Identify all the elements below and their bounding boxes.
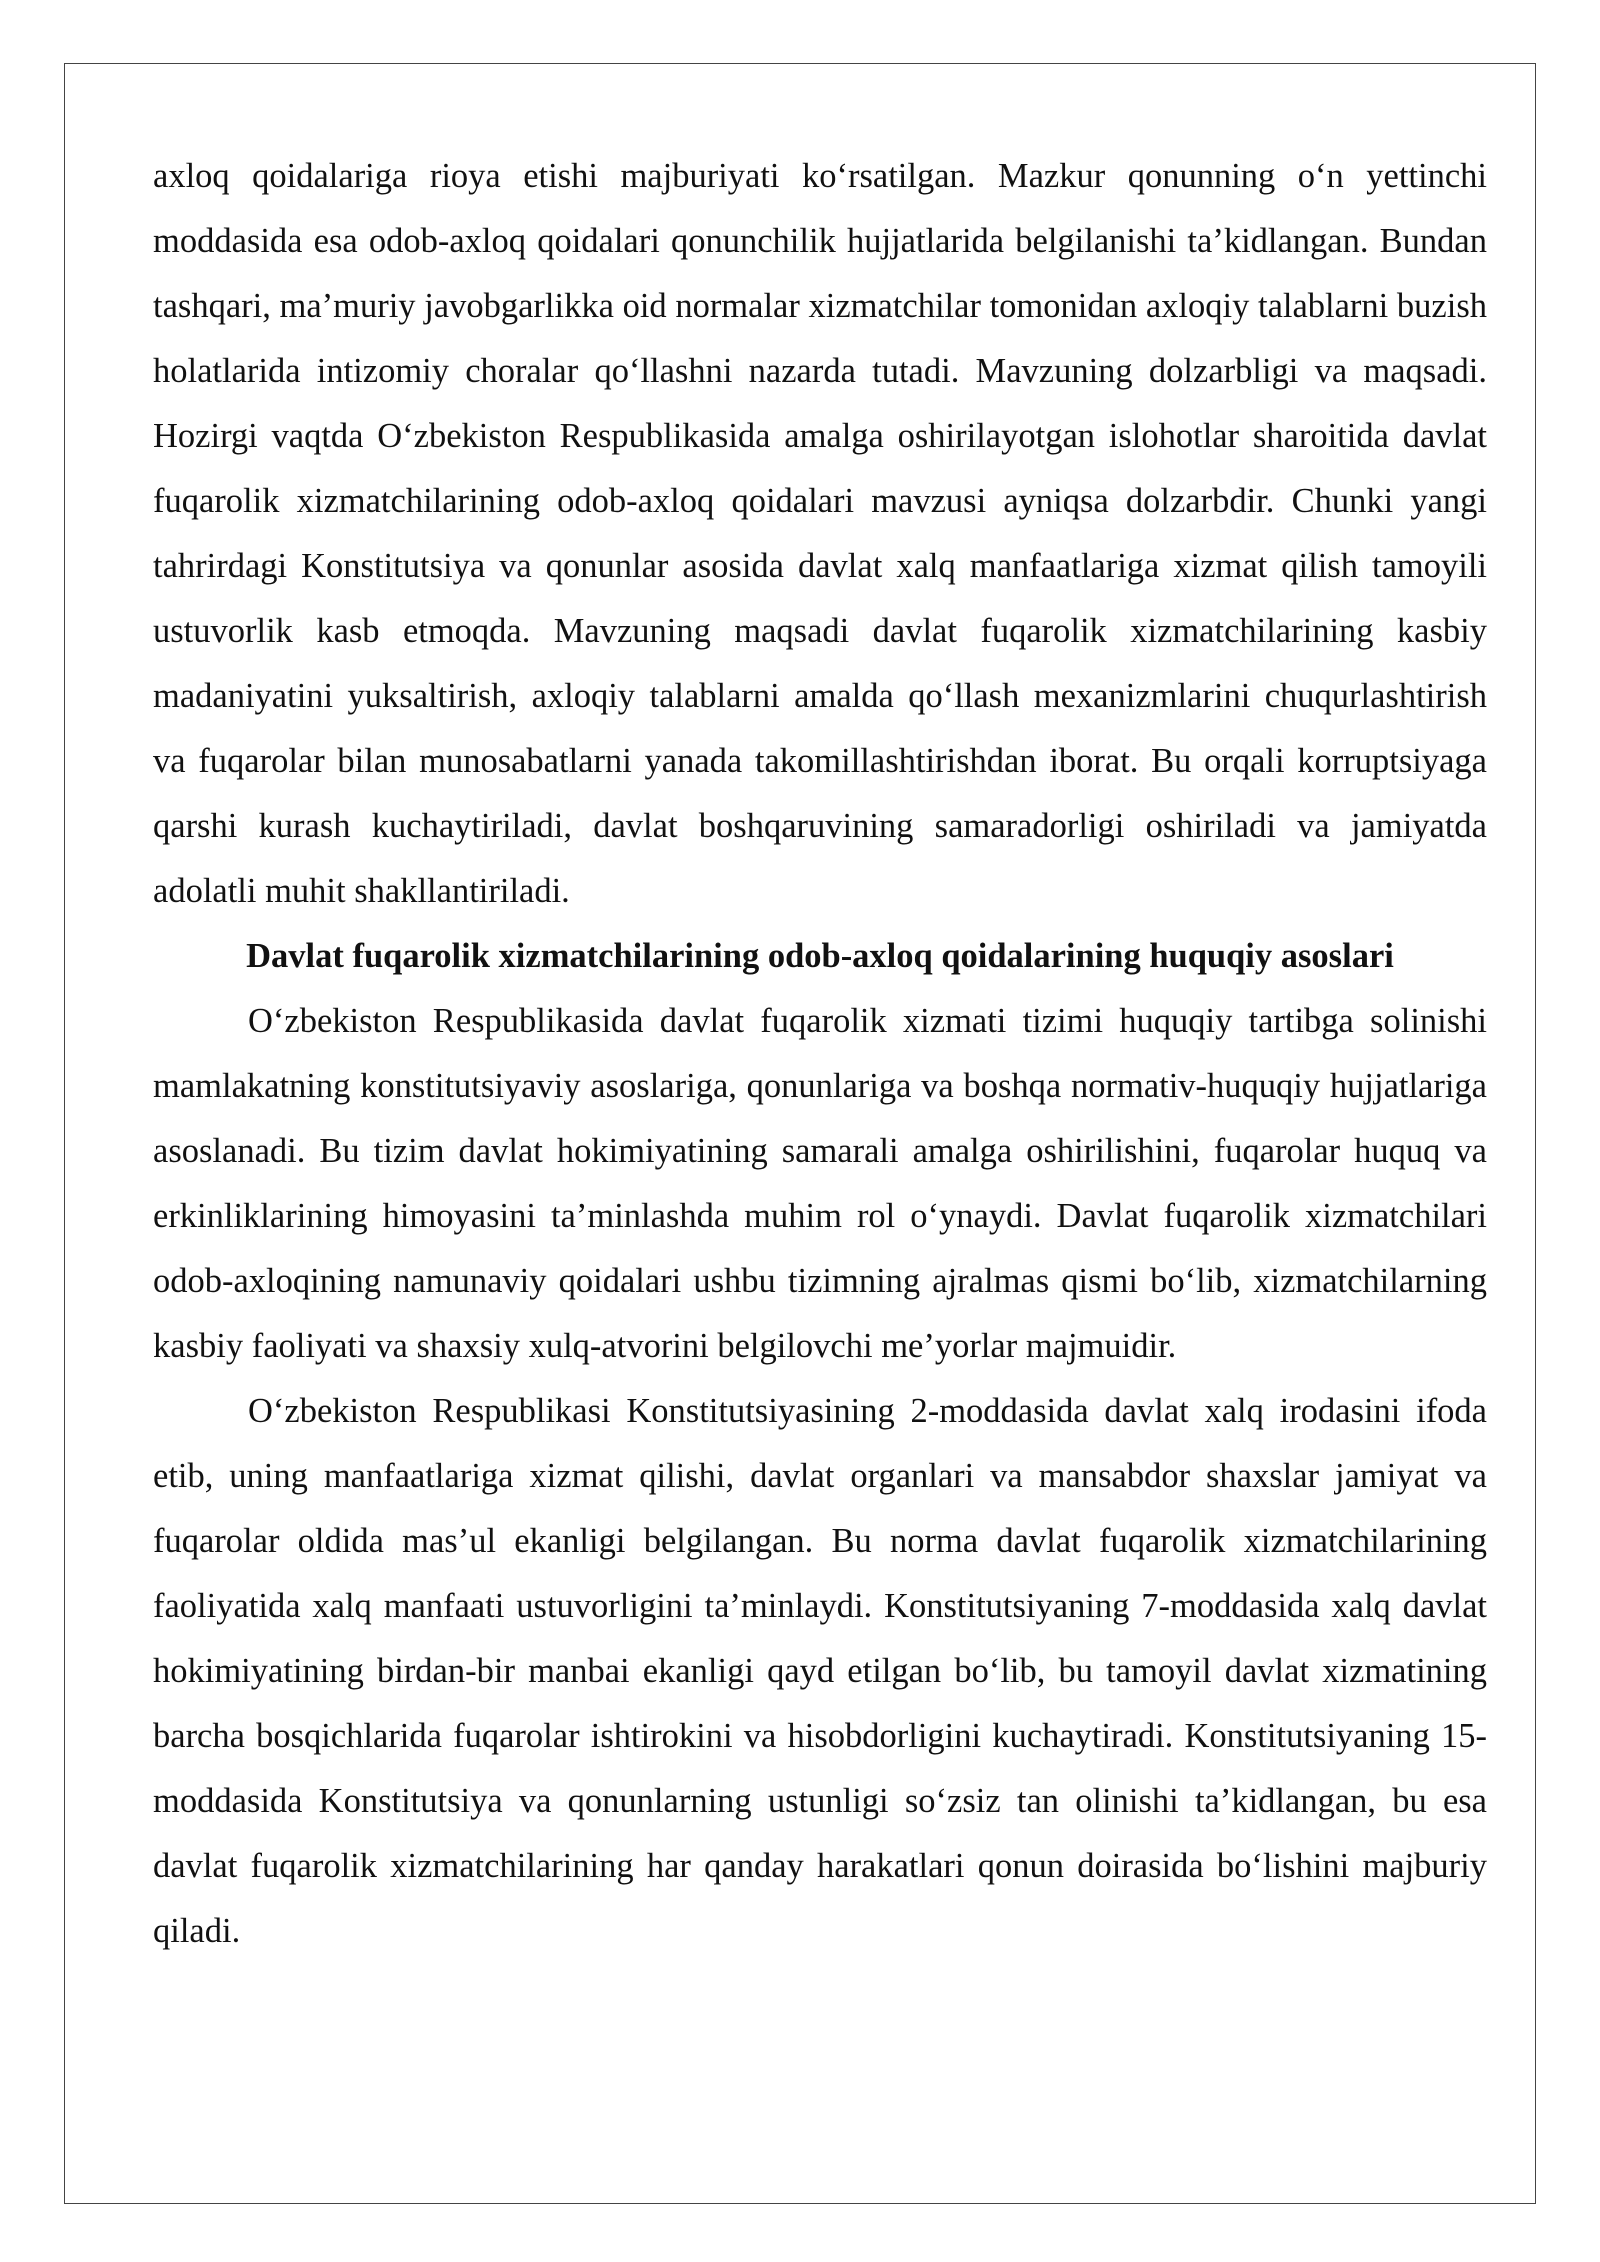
paragraph-continuation: axloq qoidalariga rioya etishi majburiyati ko‘rsatilgan. Mazkur qonunning o‘n yettinchi moddasida esa odob-axloq qoidalari qonunchilik hujjatlarida belgilanishi ta’kidlangan. Bundan tashqari, ma’muriy javobgarlikka oid normalar xizmatchilar tomonidan axloqiy talablarni buzish holatlarida intizomiy choralar qo‘llashni nazarda tutadi. Mavzuning dolzarbligi va maqsadi. Hozirgi vaqtda O‘zbekiston Respublikasida amalga oshirilayotgan islohotlar sharoitida davlat fuqarolik xizmatchilarining odob-axloq qoidalari mavzusi ayniqsa dolzarbdir. Chunki yangi tahrirdagi Konstitutsiya va qonunlar asosida davlat xalq manfaatlariga xizmat qilish tamoyili ustuvorlik kasb etmoqda. Mavzuning maqsadi davlat fuqarolik xizmatchilarining kasbiy madaniyatini yuksaltirish, axloqiy talablarni amalda qo‘llash mexanizmlarini chuqurlashtirish va fuqarolar bilan munosabatlarni yanada takomillashtirishdan iborat. Bu orqali korruptsiyaga qarshi kurash kuchaytiriladi, davlat boshqaruvining samaradorligi oshiriladi va jamiyatda adolatli muhit shakllantiriladi.	[153, 157, 1487, 910]
document-body	[153, 144, 1487, 1964]
paragraph-legal-framework: O‘zbekiston Respublikasida davlat fuqarolik xizmati tizimi huquqiy tartibga solinishi mamlakatning konstitutsiyaviy asoslariga, qonunlariga va boshqa normativ-huquqiy hujjatlariga asoslanadi. Bu tizim davlat hokimiyatining samarali amalga oshirilishini, fuqarolar huquq va erkinliklarining himoyasini ta’minlashda muhim rol o‘ynaydi. Davlat fuqarolik xizmatchilari odob-axloqining namunaviy qoidalari ushbu tizimning ajralmas qismi bo‘lib, xizmatchilarning kasbiy faoliyati va shaxsiy xulq-atvorini belgilovchi me’yorlar majmuidir.	[153, 1002, 1487, 1365]
section-heading: Davlat fuqarolik xizmatchilarining odob-axloq qoidalarining huquqiy asoslari	[246, 937, 1394, 975]
paragraph-constitution: O‘zbekiston Respublikasi Konstitutsiyasining 2-moddasida davlat xalq irodasini ifoda etib, uning manfaatlariga xizmat qilishi, davlat organlari va mansabdor shaxslar jamiyat va fuqarolar oldida mas’ul ekanligi belgilangan. Bu norma davlat fuqarolik xizmatchilarining faoliyatida xalq manfaati ustuvorligini ta’minlaydi. Konstitutsiyaning 7-moddasida xalq davlat hokimiyatining birdan-bir manbai ekanligi qayd etilgan bo‘lib, bu tamoyil davlat xizmatining barcha bosqichlarida fuqarolar ishtirokini va hisobdorligini kuchaytiradi. Konstitutsiyaning 15-moddasida Konstitutsiya va qonunlarning ustunligi so‘zsiz tan olinishi ta’kidlangan, bu esa davlat fuqarolik xizmatchilarining har qanday harakatlari qonun doirasida bo‘lishini majburiy qiladi.	[153, 1392, 1487, 1950]
